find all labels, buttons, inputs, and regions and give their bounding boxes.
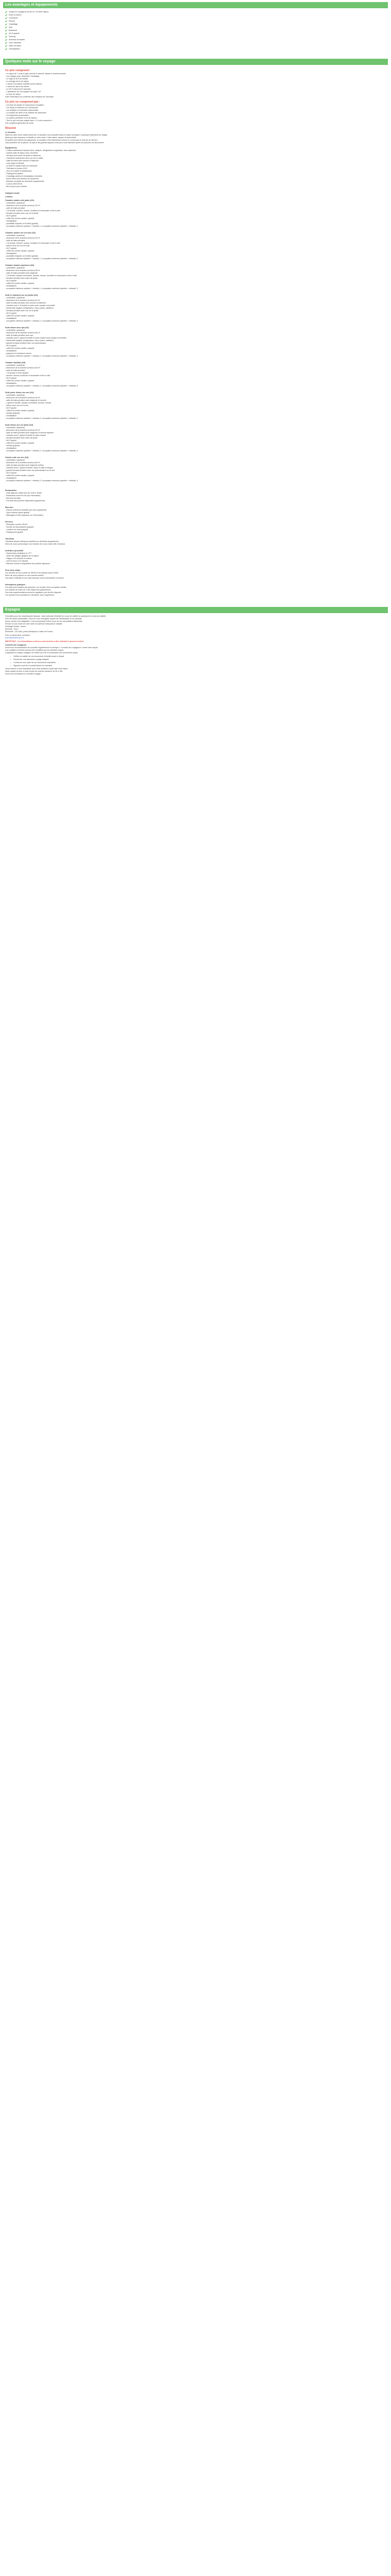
room-line: - possibilité d'ajouter un lit bébé (gratuit): [5, 255, 38, 257]
room-line: - coffre-fort (contre caution, payant): [5, 250, 35, 252]
about-section: [5, 569, 386, 583]
intro-section: [3, 65, 388, 600]
room-line: - salle de bains privative: [5, 240, 25, 242]
room-title: Chambre double supérieure (2/3): [5, 264, 35, 266]
check-icon: [5, 36, 7, 38]
equipment-line: - Salle de bains avec douche à l'italienne: [5, 160, 39, 162]
intro-line: - Le ménage de fin de séjour: [5, 80, 29, 82]
room-line: - 1 lit double, armoire, bureau, bouilloire et nécessaire à thé et café: [5, 210, 60, 212]
room-line: - coffre-fort (contre caution, payant): [5, 442, 35, 444]
room-line: - occupation minimum (adultes + enfants): 2; occupation maximum (adultes + enfants): 4: [5, 320, 78, 322]
equipment-line: - Lit bébé et chaise haute sur demande: [5, 165, 38, 167]
room-line: - chambre avec 1 grand lit double et salon séparé: [5, 434, 46, 436]
exclus-line: - Les dépenses personnelles: [5, 114, 29, 116]
restaurants-title: Restauration: [5, 489, 17, 492]
restaurants-line: - Bar avec terrasse: [5, 497, 21, 499]
highlight-label: Parking: [9, 35, 15, 38]
room-line: - dimension de la chambre (environ) 40 m²: [5, 299, 40, 301]
room-line: - terrasse privative avec salon de jardin: [5, 437, 38, 439]
highlight-label: Barbecue: [9, 29, 18, 31]
info-line: Les enfants de moins de 2 ans séjournent gratuitement.: [5, 589, 51, 591]
restaurants-line: - Formule demi-pension disponible (supplément): [5, 500, 45, 502]
room-block: [5, 199, 386, 231]
room-line: - dimension de la chambre (environ) 50 m²: [5, 429, 40, 431]
conseils-line: Nous vous recommandons de consulter régulièrement la rubrique « Conseils aux voyageurs » avant votre départ.: [5, 647, 99, 649]
highlight-label: Spa: [9, 26, 12, 28]
equipment-line: - Cuisine entièrement équipée (four, plaques, réfrigérateur-congélateur, lave-vaisselle): [5, 149, 76, 151]
equipment-line: - Lave-linge et étendoir: [5, 162, 24, 164]
exclus-title: Ce prix ne comprend pas :: [5, 100, 40, 104]
room-title: Suite (1 chambre) vue sur jardin (2/4): [5, 294, 38, 296]
intro-line: - L'accès au spa et au sauna: [5, 86, 29, 88]
spain-bullet: • Signalez-vous sur le portail Ariane du ministère: [11, 665, 386, 668]
room-line: - Wi-Fi gratuit: [5, 472, 17, 474]
room-line: - balcon avec vue sur les bois: [5, 245, 30, 247]
highlight-label: Salle de bains: [9, 44, 21, 47]
transfer-section: [5, 538, 386, 549]
room-line: - terrasse privative avec vue sur le jardin: [5, 310, 39, 312]
room-line: - chambre avec 1 grand lit double, salon et salle à manger: [5, 467, 53, 469]
closing-line: Notre équipe se tient à votre écoute du lundi au vendredi, de 9h à 18h.: [5, 670, 63, 672]
activities-line: - Golf 18 trous à 20 minutes: [5, 560, 28, 562]
room-line: - dimension de la chambre (environ) 55 m²: [5, 332, 40, 334]
room-line: - coffre-fort (contre caution, payant): [5, 474, 35, 477]
info-line: Les tarifs sont indiqués par personne, sur la base d'une occupation double.: [5, 586, 67, 588]
exclus-line: - Les repas et boissons non mentionnés: [5, 107, 38, 109]
room-line: - 1 lit double, armoire, bureau, bouilloire et nécessaire à thé et café: [5, 242, 60, 244]
highlights-list: [3, 8, 388, 52]
room-title: Suite deluxe vue sur jardin (2/4): [5, 424, 34, 426]
spain-bullets: [5, 655, 386, 668]
room-line: - 1 lit double et 3 lits simples: [5, 372, 29, 374]
room-line: - coffre-fort (contre caution, payant): [5, 410, 35, 412]
intro-line: - Le séjour de 7 nuits en gîte (arrivée le samedi, départ le samedi suivant): [5, 73, 66, 75]
wellness-section: [5, 506, 386, 520]
room-line: - dimension de la chambre (environ) 28 m²: [5, 269, 40, 272]
check-icon: [5, 29, 7, 31]
resume-lead: Le domaine: [5, 131, 15, 133]
info-title: Informations pratiques: [5, 584, 25, 586]
room-line: - coffre-fort (contre caution, payant): [5, 380, 35, 382]
room-line: - terrasse privative avec salon de jardin: [5, 277, 38, 279]
room-line: - chambre avec 1 lit double et salon avec canapé convertible: [5, 304, 55, 307]
check-icon: [5, 14, 7, 16]
room-line: - occupation minimum (adultes + enfants): 1; occupation maximum (adultes + enfants): 3: [5, 287, 78, 290]
equipment-line: - Terrasse avec salon de jardin et barbecue: [5, 155, 41, 157]
highlights-banner: Les avantages et équipements: [3, 2, 388, 8]
room-line: - Wi-Fi gratuit: [5, 407, 17, 409]
room-line: - terrasse privative avec vue sur le jardin: [5, 212, 39, 214]
closing-lines: [5, 668, 386, 675]
equipment-line: - Grande salle de séjour avec cheminée: [5, 152, 38, 154]
resume-title: Résumé: [5, 127, 16, 130]
room-block: [5, 264, 386, 293]
check-icon: [5, 45, 7, 47]
equipment-line: - Animaux acceptés sur demande (supplément): [5, 180, 44, 182]
room-line: - salle de bains privative: [5, 369, 25, 371]
room-line: - dimension de la chambre (environ) 24 m²: [5, 237, 40, 239]
activities-line: - Randonnées pédestres et VTT: [5, 552, 32, 554]
room-line: - Wi-Fi gratuit: [5, 280, 17, 282]
closing-line: Nous vous souhaitons un excellent voyage !: [5, 673, 42, 675]
exclus-line: - La location de vélos et de matériel de randonnée: [5, 112, 46, 114]
room-line: - climatisation: [5, 477, 17, 479]
room-line: - grande terrasse privative avec vue panoramique sur la mer: [5, 469, 55, 471]
room-line: - dimension de la chambre (environ) 22 m²: [5, 205, 40, 207]
room-line: - occupation minimum (adultes + enfants): 2; occupation maximum (adultes + enfants): 5: [5, 385, 78, 387]
room-line: - climatisation: [5, 350, 17, 352]
intro-line: - La taxe de séjour: [5, 93, 21, 95]
conseils-line: Il appartient à chaque voyageur de vérifier qu'il est en possession des documents requis.: [5, 652, 78, 654]
room-line: - climatisation: [5, 252, 17, 255]
services-title: Services: [5, 521, 13, 523]
activities-line: - Marchés locaux et dégustation de produits régionaux: [5, 563, 50, 565]
room-line: - Wi-Fi gratuit: [5, 345, 17, 347]
room-line: - confortable, spacieuse: [5, 329, 25, 331]
check-icon: [5, 39, 7, 41]
room-line: - climatisation: [5, 317, 17, 319]
categories-title: Catégorie locale: [5, 192, 20, 194]
equipment-line: - Parking privé gratuit: [5, 173, 23, 175]
intro-line: - L'assistance de nos équipes sur place 7j/7: [5, 91, 41, 93]
highlight-label: Climatisation: [9, 47, 20, 50]
equipment-title: Équipements: [5, 147, 17, 149]
room-line: - Wi-Fi gratuit: [5, 247, 17, 249]
intro-lines: [5, 73, 386, 98]
about-line: Merci de nous prévenir en cas d'arrivée tardive.: [5, 574, 44, 577]
room-line: - chambre avec 1 grand lit double et salon séparé avec canapé convertible: [5, 337, 67, 339]
room-title: Grande suite vue mer (2/4): [5, 456, 29, 459]
room-title: Suite junior deluxe vue mer (2/4): [5, 392, 34, 394]
room-title: Chambre double côté jardin (2/2): [5, 199, 34, 201]
services-line: - Location de vélos (payant): [5, 529, 28, 531]
highlight-label: Chauffage: [9, 23, 18, 25]
room-line: - confortable, spacieuse: [5, 364, 25, 366]
room-line: - salle de bains privative avec spa: [5, 334, 33, 336]
wellness-line: - Piscine extérieure chauffée (de mai à septembre): [5, 509, 47, 511]
room-line: - coffre-fort (contre caution, payant): [5, 217, 35, 219]
exclus-line: - La caution (restituée en fin de séjour): [5, 117, 37, 119]
about-line: Une pièce d'identité et une carte bancaire seront demandées à l'arrivée.: [5, 577, 64, 579]
room-line: - coffre-fort (contre caution, payant): [5, 347, 35, 349]
spain-line: Aucun vaccin n'est obligatoire. Il est recommandé d'être à jour de vos vaccinations habituelles.: [5, 620, 83, 622]
highlight-label: Cheminée: [9, 16, 18, 19]
room-line: - climatisation: [5, 447, 17, 449]
room-line: - dimension de la chambre (environ) 45 m²: [5, 397, 40, 399]
intro-title: Ce prix comprend :: [5, 69, 31, 72]
room-line: - kitchenette équipée (réfrigérateur, micro-ondes, cafetière): [5, 340, 54, 342]
check-icon: [5, 48, 7, 50]
spain-line: Électricité : 220 volts, prises identiques à celles de France.: [5, 631, 54, 633]
room-line: - kitchenette équipée (réfrigérateur, micro-ondes, cafetière): [5, 307, 54, 309]
room-line: - climatisation: [5, 382, 17, 384]
room-line: - salle de bains privative avec baignoire et douche séparée: [5, 432, 54, 434]
exclus-line: Voir conditions générales de vente: [5, 122, 34, 124]
room-line: - climatisation: [5, 285, 17, 287]
misc-sections: [5, 489, 386, 600]
room-line: - occupation minimum (adultes + enfants): 2; occupation maximum (adultes + enfants): 4: [5, 480, 78, 482]
equipment-line: - Aire de jeux pour enfants: [5, 185, 27, 188]
room-line: - confortable, spacieuse: [5, 267, 25, 269]
check-icon: [5, 26, 7, 28]
room-line: - peignoirs et chaussons fournis: [5, 352, 31, 354]
room-line: - occupation minimum (adultes + enfants): 2; occupation maximum (adultes + enfants): 4: [5, 417, 78, 419]
room-block: [5, 232, 386, 263]
services-line: - Parking privé gratuit: [5, 531, 23, 533]
conseils-lines: [5, 647, 386, 654]
services-section: [5, 521, 386, 537]
exclus-line: - Tout ce qui n'est pas indiqué dans « Ce prix comprend »: [5, 120, 53, 122]
wellness-title: Bien-être: [5, 506, 13, 509]
services-line: - Service de blanchisserie (payant): [5, 526, 34, 528]
room-block: [5, 362, 386, 391]
restaurants-section: [5, 489, 386, 505]
wellness-line: - Spa et sauna (accès gratuit): [5, 512, 30, 514]
spain-line: Pensez à vous munir de votre carte européenne d'assurance maladie.: [5, 623, 63, 625]
room-title: Chambre familiale (2/5): [5, 362, 26, 364]
room-line: - minibar (payant): [5, 412, 20, 414]
resume-line: Vous profiterez de la piscine, du spa et des grands espaces verts pour vous détendre après vos journées de découverte.: [5, 142, 104, 144]
services-line: - Réception ouverte 24h/24: [5, 523, 28, 526]
highlight-label: Dans la nature: [9, 13, 22, 16]
spain-bullet: • Conservez une copie de vos documents importants: [11, 662, 386, 665]
transfer-line: Transferts depuis l'aéroport possibles sur demande (supplément).: [5, 540, 59, 543]
resume-line: Propriété d'une famille de passionnés, le domaine a été entièrement rénové en conservant le charme de l'ancien.: [5, 139, 98, 141]
highlight-label: Animaux acceptés: [9, 38, 25, 41]
highlight-label: Lave-vaisselle: [9, 41, 22, 44]
spain-lines: [5, 615, 386, 633]
check-icon: [5, 42, 7, 44]
spain-section: [3, 613, 388, 675]
room-line: - salle de bains privative: [5, 207, 25, 209]
room-line: - confortable, spacieuse: [5, 427, 25, 429]
equipment-line: - Télévision et lecteur DVD: [5, 167, 27, 170]
room-line: - occupation minimum (adultes + enfants): 2; occupation maximum (adultes + enfants): 4: [5, 355, 78, 357]
exclus-line: - Les activités et excursions optionnelles: [5, 109, 39, 111]
intro-line: - L'accès à la piscine chauffée (selon saison): [5, 83, 42, 85]
equipment-line: - Jeux de société et bibliothèque: [5, 170, 32, 172]
info-line: Des frais supplémentaires peuvent s'appliquer pour les lits d'appoint.: [5, 591, 62, 594]
quick-banner: Quelques mots sur le voyage: [3, 59, 388, 65]
room-line: - coffre-fort (contre caution, payant): [5, 315, 35, 317]
room-line: - minibar (payant): [5, 445, 20, 447]
room-line: - possibilité d'ajouter un lit bébé (gratuit): [5, 223, 38, 225]
room-block: [5, 392, 386, 423]
room-line: - armoire, bureau, bouilloire et nécessaire à thé et café: [5, 375, 51, 377]
room-block: [5, 327, 386, 361]
exclus-lines: [5, 104, 386, 125]
rooms-list: [5, 199, 386, 485]
exclus-line: - Les frais de dossier et d'assurance annulation: [5, 104, 44, 106]
info-section: [5, 584, 386, 600]
intro-line: - Les charges (eau, électricité, chauffage): [5, 75, 40, 77]
restaurants-line: - Petit-déjeuner buffet servi de 7h30 à 10h00: [5, 492, 42, 494]
room-line: - occupation minimum (adultes + enfants): 1; occupation maximum (adultes + enfants): 2: [5, 225, 78, 227]
room-block: [5, 424, 386, 455]
resume-line: Idéal pour des vacances en famille ou entre amis, il offre calme, espace et authenticité.: [5, 137, 77, 139]
about-line: Les arrivées se font à partir de 16h00 et les départs avant 10h00.: [5, 572, 59, 574]
intro-line: - Le Wi-Fi dans tout le domaine: [5, 88, 31, 90]
spain-line: Monnaie : l'euro.: [5, 628, 19, 630]
room-line: - Wi-Fi gratuit: [5, 377, 17, 379]
check-icon: [5, 32, 7, 35]
check-icon: [5, 20, 7, 22]
room-line: - dimension de la chambre (environ) 35 m²: [5, 367, 40, 369]
check-icon: [5, 11, 7, 13]
spain-banner: Espagne: [3, 607, 388, 613]
room-line: - salle de bains privative avec baignoire: [5, 272, 38, 274]
info-line: Les animaux sont acceptés sur demande, avec supplément.: [5, 594, 55, 596]
room-block: [5, 456, 386, 485]
about-title: Pour votre séjour: [5, 569, 21, 571]
highlight-label: Jusqu'à 6 voyageurs (6 lits et 1 lit bébé dispo): [9, 10, 48, 13]
resume-lines: [5, 134, 386, 144]
room-line: - confortable, spacieuse: [5, 297, 25, 299]
equipment-lines: [5, 149, 386, 188]
room-line: - coffre-fort (contre caution, payant): [5, 282, 35, 284]
intro-line: - Le linge de lit et de toilette: [5, 78, 28, 80]
check-icon: [5, 17, 7, 19]
closing-line: Nous restons à votre disposition pour toute question concernant votre séjour.: [5, 668, 69, 670]
room-line: - confortable, spacieuse: [5, 234, 25, 236]
room-line: - balcon avec vue sur la mer: [5, 404, 29, 406]
spain-bullet: • Souscrivez une assurance voyage adaptée: [11, 658, 386, 662]
room-line: - confortable, spacieuse: [5, 459, 25, 461]
room-line: - salle de bains privative avec douche à l'italienne: [5, 302, 46, 304]
room-line: - Wi-Fi gratuit: [5, 215, 17, 217]
room-line: - climatisation: [5, 415, 17, 417]
check-icon: [5, 23, 7, 25]
room-line: - confortable, spacieuse: [5, 394, 25, 396]
equipment-line: - Chambres lumineuses avec vue sur la vallée: [5, 157, 43, 159]
room-line: - salle de bains privative avec baignoire et douche: [5, 399, 46, 401]
room-line: - Wi-Fi gratuit: [5, 439, 17, 442]
activities-line: - Plages à 15 minutes en voiture: [5, 557, 32, 560]
room-line: - 1 grand lit double, canapé convertible, armoire, bureau: [5, 402, 52, 404]
transfer-line: Merci de nous communiquer vos horaires de vol au moins 48h à l'avance.: [5, 543, 66, 545]
equipment-line: - Chauffage central et climatisation réversible: [5, 175, 42, 177]
spain-notice: IMPORTANT : les informations ci-dessus sont données à titre indicatif et peuvent évoluer.: [5, 640, 85, 642]
spain-line: Décalage horaire : aucun.: [5, 625, 27, 628]
equipment-line: - Accès direct aux sentiers de randonnée: [5, 178, 39, 180]
spain-link[interactable]: www.diplomatie.gouv.fr: [5, 637, 24, 639]
highlight-label: Wi-Fi gratuit: [9, 32, 20, 35]
categories-sub: 2 étoiles: [5, 196, 13, 198]
restaurants-line: - Restaurant ouvert le soir (sur réservation): [5, 495, 41, 497]
resume-line: Niché au cœur d'une vallée préservée, le domaine vous accueille dans un cadre verdoyant, à quelques kilomètres du village.: [5, 134, 108, 136]
room-title: Suite deluxe avec spa (2/4): [5, 327, 29, 329]
room-title: Chambre double vue sur bois (2/2): [5, 232, 36, 234]
equipment-line: - Local à vélos fermé: [5, 183, 23, 185]
room-line: - climatisation: [5, 220, 17, 222]
conseils-title: Conseils aux voyageurs: [5, 644, 27, 646]
activities-section: [5, 550, 386, 568]
spain-note-intro: Pour en savoir plus, consultez :: [5, 634, 31, 636]
room-line: - salle de bains privative avec baignoire balnéo: [5, 464, 44, 466]
conseils-line: Les conditions d'entrée peuvent être modifiées par les autorités locales.: [5, 649, 64, 651]
room-line: - grande terrasse privative avec vue panoramique: [5, 342, 46, 344]
spain-line: Formalités pour les ressortissants français : carte nationale d'identité en cours de validité ou passeport en cours de validité.: [5, 615, 106, 617]
transfer-title: Transferts: [5, 538, 14, 540]
room-line: - confortable, spacieuse: [5, 202, 25, 204]
room-line: - dimension de la chambre (environ) 65 m²: [5, 462, 40, 464]
spain-line: Pour les autres nationalités, merci de vous renseigner auprès de l'ambassade ou du consulat.: [5, 618, 83, 620]
activities-title: Activités à proximité: [5, 550, 24, 552]
activities-line: - Visite des villages typiques de la région: [5, 555, 39, 557]
room-line: - 1 lit double, canapé convertible, armoire, bureau, bouilloire et nécessaire à thé et café: [5, 275, 77, 277]
wellness-line: - Massages et soins (payants, sur réservation): [5, 514, 43, 516]
intro-line: Votre réservation est confirmée dès réception de l'acompte: [5, 96, 54, 98]
room-line: - occupation minimum (adultes + enfants): 1; occupation maximum (adultes + enfants): 2: [5, 258, 78, 260]
room-line: - occupation minimum (adultes + enfants): 2; occupation maximum (adultes + enfants): 4: [5, 450, 78, 452]
room-line: - Wi-Fi gratuit: [5, 312, 17, 314]
highlight-label: Piscine: [9, 20, 15, 22]
spain-bullet: • Vérifiez la validité de vos documents d'identité avant le départ: [11, 655, 386, 658]
room-block: [5, 294, 386, 326]
